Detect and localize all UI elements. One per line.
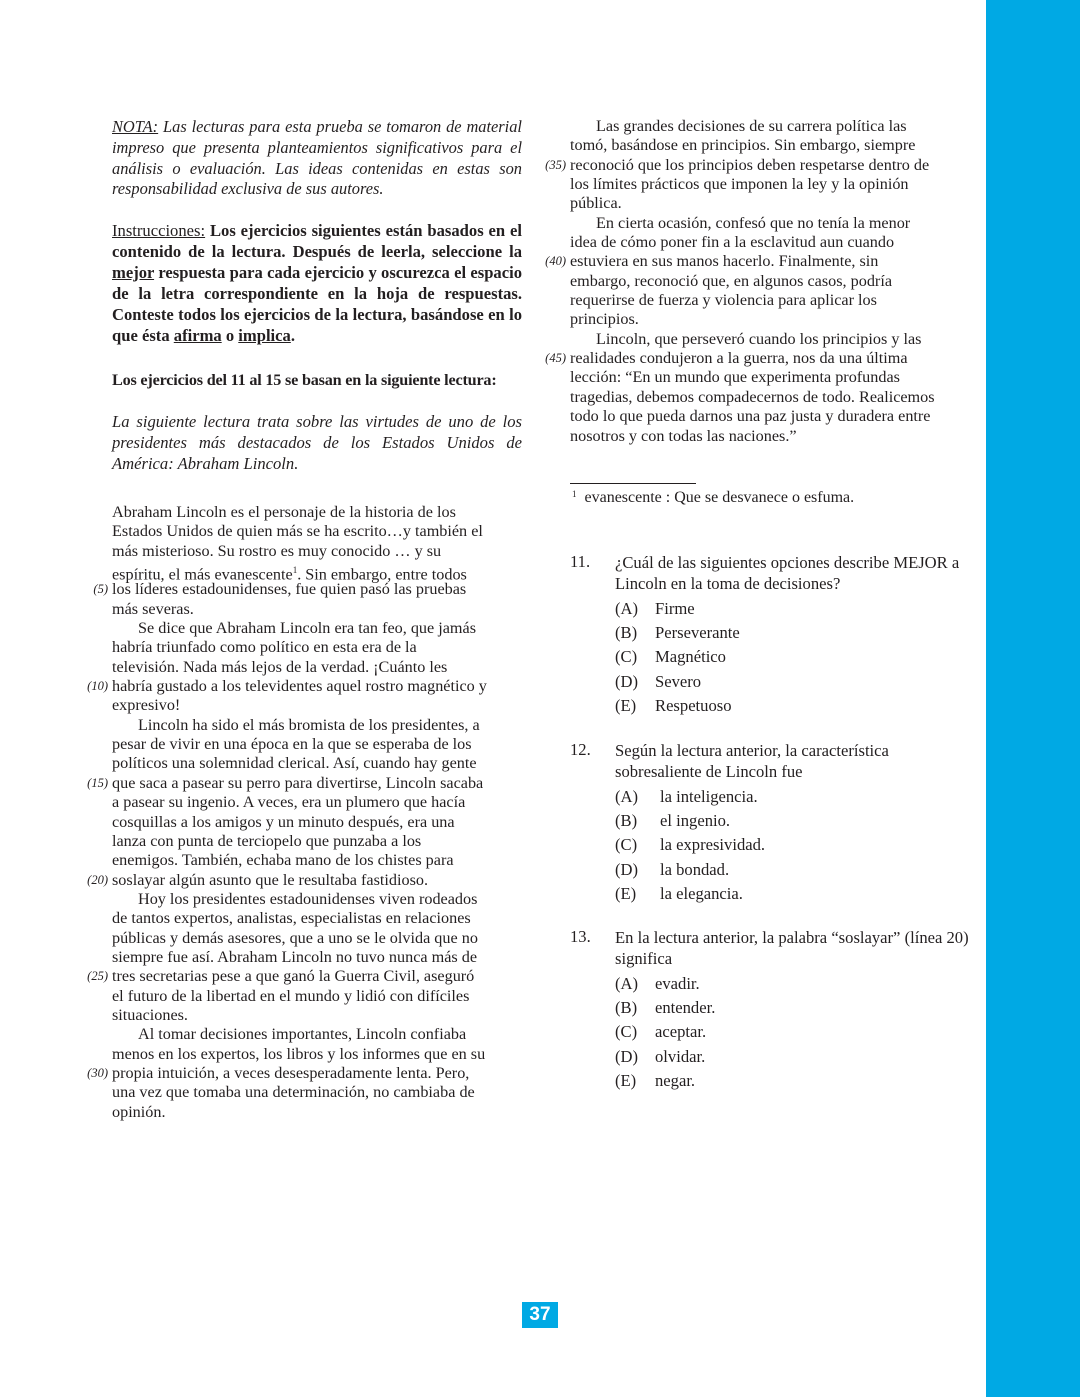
passage-text: tres secretarias pese a que ganó la Guerra Civil, aseguró [112,967,475,986]
passage-line [93,580,532,599]
option-text: negar. [655,1070,696,1090]
page-number: 37 [522,1302,558,1328]
line-number: (5) [93,582,108,597]
passage-line: nosotros y con todas las naciones.” [570,426,797,445]
footnote-ref: 1 [292,565,298,576]
option-letter: (A) [615,974,639,993]
option-letter: (A) [615,599,639,618]
option-letter: (C) [615,647,638,667]
option-text: el ingenio. [660,811,731,831]
instructions-mejor: mejor [112,263,155,282]
option-e[interactable] [615,882,970,906]
options-list [615,597,970,718]
line-number: (25) [87,969,108,984]
passage-text: los líderes estadounidenses, fue quien pasó las pruebas [112,580,467,599]
passage-line [112,561,532,584]
option-text: Perseverante [655,623,740,643]
footnote [572,489,854,507]
option-letter: (D) [615,1046,639,1066]
passage-line: Las grandes decisiones de su carrera política las [596,117,907,135]
instructions-text-1: Los ejercicios siguientes están basados en el contenido de la lectura. Después de leerla, seleccione la [112,221,522,262]
passage-line: pesar de vivir en una época en la que se esperaba de los [112,735,472,754]
passage-line [545,252,980,271]
option-letter: (B) [615,623,638,643]
passage-line: embargo, reconoció que, en algunos casos, podría [570,271,893,290]
option-d[interactable] [615,858,970,882]
passage-line: televisión. Nada más lejos de la verdad. ¡Cuánto les [112,657,448,676]
line-number: (35) [545,157,566,172]
passage-line: todo lo que pueda darnos una paz justa y duradera entre [570,407,931,426]
passage-line: tomó, basándose en principios. Sin embargo, siempre [570,136,916,155]
question-text: Según la lectura anterior, la característica sobresaliente de Lincoln fue [615,741,889,781]
passage-line [87,773,532,793]
instructions-paragraph [112,221,522,346]
option-e[interactable] [615,1069,970,1093]
passage-text: realidades condujeron a la guerra, nos da una última [570,349,908,368]
passage-line: principios. [570,310,639,329]
passage-text: que saca a pasear su perro para divertirse, Lincoln sacaba [112,773,484,792]
option-text: la bondad. [660,859,730,879]
passage-text: estuviera en sus manos hacerlo. Finalmente, sin [570,252,879,271]
option-text: Firme [655,599,695,618]
option-text: evadir. [655,974,700,993]
passage-line: situaciones. [112,1005,188,1024]
instructions-label: Instrucciones: [112,221,206,241]
option-letter: (B) [615,811,638,831]
passage-line: menos en los expertos, los libros y los informes que en su [112,1044,486,1063]
option-e[interactable] [615,694,970,718]
option-text: olvidar. [655,1046,706,1066]
passage-line: requerirse de fuerza y violencia para aplicar los [570,291,877,310]
option-text: Severo [655,671,702,691]
option-letter: (E) [615,883,637,903]
passage-line [545,349,980,368]
option-text: aceptar. [655,1022,707,1042]
line-number: (45) [545,351,566,366]
passage-text: espíritu, el más evanescente [112,565,293,584]
question-number: 13. [570,927,591,946]
option-letter: (D) [615,671,639,691]
reading-intro: La siguiente lectura trata sobre las virtudes de uno de los presidentes más destacados de los Estados Unidos de América: Abraham Lincoln. [112,411,522,473]
instructions-o: o [221,325,239,345]
option-letter: (E) [615,1070,637,1090]
option-a[interactable] [615,597,970,621]
option-text: la inteligencia. [660,787,758,806]
passage-line: lanza con punta de terciopelo que punzaba a los [112,831,422,850]
passage-text: . Sin embargo, entre todos [297,565,467,584]
passage-line: más severas. [112,599,194,618]
footnote-rule [570,483,696,484]
passage-left [87,503,532,1122]
option-letter: (E) [615,695,637,715]
passage-line [87,870,532,890]
left-column [112,117,522,474]
footnote-text: evanescente : Que se desvanece o esfuma. [584,489,855,506]
question-11 [570,552,970,718]
passage-line: Lincoln ha sido el más bromista de los presidentes, a [138,715,480,734]
reference-heading: Los ejercicios del 11 al 15 se basan en la siguiente lectura: [112,370,497,389]
option-d[interactable] [615,1045,970,1069]
passage-line: una vez que tomaba una determinación, no cambiaba de [112,1083,475,1102]
footnote-mark: 1 [572,489,577,499]
passage-line: el futuro de la libertad en el mundo y lidió con difíciles [112,986,470,1005]
option-text: la elegancia. [660,883,743,903]
passage-line: idea de cómo poner fin a la esclavitud aun cuando [570,233,895,252]
passage-line: cosquillas a los amigos y un minuto después, era una [112,812,455,831]
passage-line: Lincoln, que perseveró cuando los principios y las [596,329,922,348]
passage-line: Abraham Lincoln es el personaje de la historia de los [112,503,456,521]
passage-line: habría triunfado como político en esta era de la [112,638,417,657]
passage-line: lección: “En un mundo que experimenta profundas [570,368,900,387]
option-text: entender. [655,998,716,1018]
line-number: (10) [87,679,108,694]
passage-text: soslayar algún asunto que le resultaba fastidioso. [112,870,429,889]
question-text: ¿Cuál de las siguientes opciones describe MEJOR a Lincoln en la toma de decisiones? [615,553,960,593]
passage-line: los límites prácticos que imponen la ley y la opinión [570,175,909,194]
question-text: En la lectura anterior, la palabra “soslayar” (línea 20) significa [615,928,969,968]
option-c[interactable] [615,645,970,669]
passage-line: expresivo! [112,696,181,715]
passage-line: de tantos expertos, analistas, especialistas en relaciones [112,909,471,928]
options-list [615,972,970,1093]
option-text: Magnético [655,647,726,667]
option-d[interactable] [615,670,970,694]
passage-line: En cierta ocasión, confesó que no tenía la menor [596,213,911,232]
passage-line: Hoy los presidentes estadounidenses viven rodeados [138,889,478,908]
question-13 [570,927,970,1093]
line-number: (20) [87,872,108,887]
passage-line: siempre fue así. Abraham Lincoln no tuvo nunca más de [112,947,478,966]
option-letter: (B) [615,998,638,1018]
passage-line: enemigos. También, echaba mano de los chistes para [112,851,454,870]
nota-paragraph [112,117,522,200]
passage-line [545,155,980,175]
option-text: Respetuoso [655,695,732,715]
side-color-bar [986,0,1080,1397]
passage-text: reconoció que los principios deben respetarse dentro de [570,155,930,174]
passage-text: propia intuición, a veces desesperadamente lenta. Pero, [112,1063,470,1082]
passage-line: públicas y demás asesores, que a uno se le olvida que no [112,928,478,947]
passage-line: opinión. [112,1102,166,1121]
option-b[interactable] [615,809,970,833]
passage-line: Al tomar decisiones importantes, Lincoln confiaba [138,1025,467,1044]
option-b[interactable] [615,621,970,645]
option-letter: (C) [615,1022,638,1042]
instructions-end: . [290,325,295,345]
line-number: (30) [87,1065,108,1080]
passage-line [87,677,532,696]
line-number: (40) [545,254,566,269]
line-number: (15) [87,775,108,790]
passage-line: Estados Unidos de quien más se ha escrito…y también el [112,522,483,541]
instructions-afirma: afirma [173,325,222,345]
question-number: 12. [570,740,591,759]
option-c[interactable] [615,1020,970,1044]
question-number: 11. [570,552,591,571]
option-letter: (D) [615,859,639,879]
passage-line [87,1063,532,1083]
passage-right [545,117,980,446]
passage-line: más misterioso. Su rostro es muy conocido … y su [112,541,442,560]
passage-line: tragedias, debemos compadecernos de todo. Realicemos [570,387,935,406]
options-list [615,785,970,906]
passage-line: a pasear su ingenio. A veces, era un plumero que hacía [112,793,466,812]
passage-line: pública. [570,194,622,213]
nota-label: NOTA: [112,117,159,136]
instructions-implica: implica [238,325,291,345]
passage-text: habría gustado a los televidentes aquel rostro magnético y [112,677,487,696]
option-b[interactable] [615,996,970,1020]
instructions-text-2: respuesta para cada ejercicio y oscurezca el espacio de la letra correspondiente en la hoja de respuestas. Conteste todos los ejercicios de la lectura, basándose en lo que ésta [112,263,522,345]
option-c[interactable] [615,833,970,857]
nota-text: Las lecturas para esta prueba se tomaron de material impreso que presenta planteamientos significativos para el análisis o evaluación. Las ideas contenidas en estas son responsabilidad exclusiva de sus autores. [112,117,522,199]
passage-line [87,967,532,986]
passage-line: políticos una solemnidad clerical. Así, cuando hay gente [112,754,477,773]
passage-line: Se dice que Abraham Lincoln era tan feo, que jamás [138,619,477,638]
option-a[interactable] [615,785,970,809]
option-text: la expresividad. [660,835,766,855]
question-12 [570,740,970,906]
option-letter: (A) [615,787,639,806]
option-a[interactable] [615,972,970,996]
option-letter: (C) [615,835,638,855]
